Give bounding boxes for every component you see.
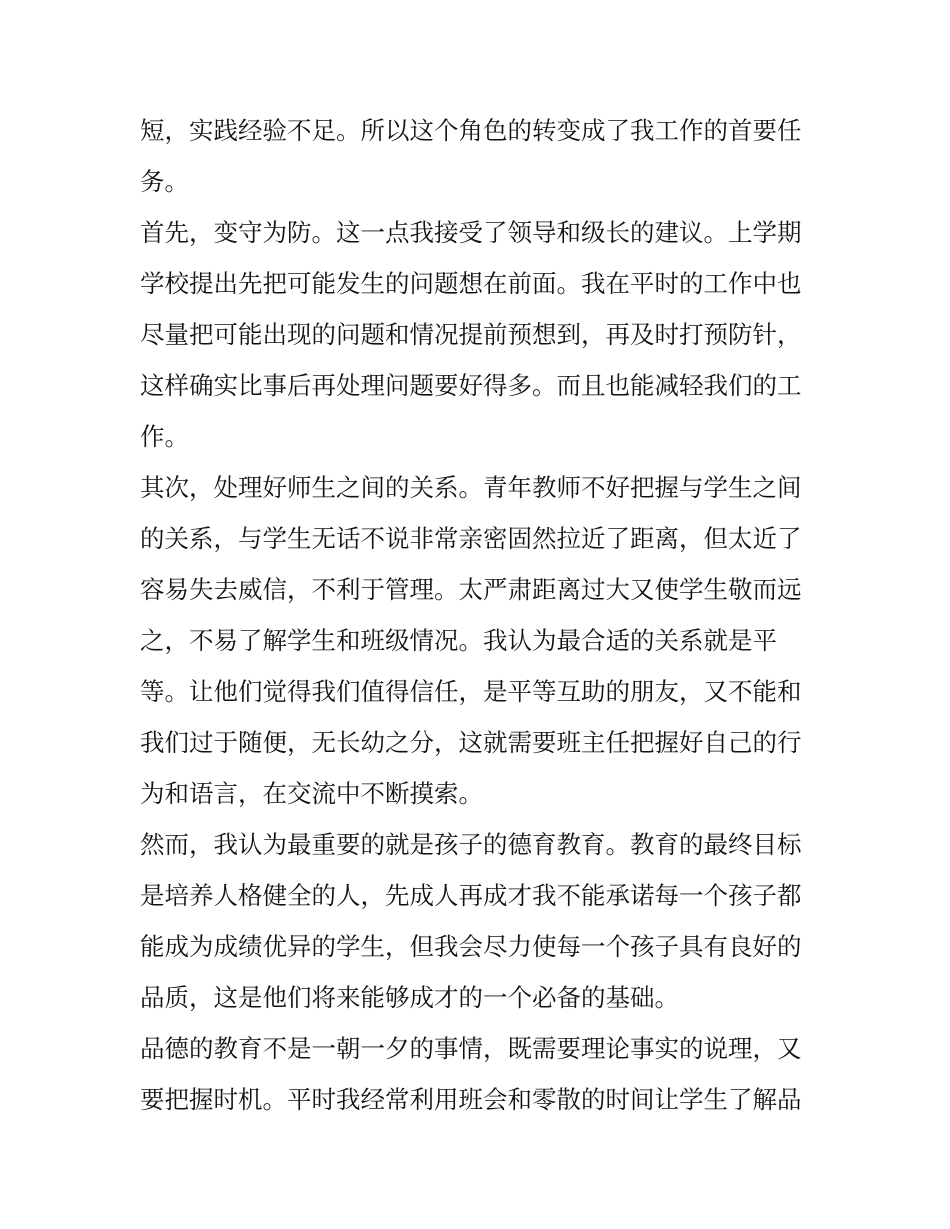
text-line: 品德的教育不是一朝一夕的事情，既需要理论事实的说理，又 — [140, 1034, 802, 1063]
text-line: 品质，这是他们将来能够成才的一个必备的基础。 — [140, 983, 679, 1012]
paragraph-3 — [140, 462, 820, 819]
text-line: 务。 — [140, 167, 189, 196]
text-line: 之，不易了解学生和班级情况。我认为最合适的关系就是平 — [140, 626, 777, 655]
text-line: 的关系，与学生无话不说非常亲密固然拉近了距离，但太近了 — [140, 524, 802, 553]
text-line: 作。 — [140, 422, 189, 451]
paragraph-1 — [140, 105, 820, 207]
text-line: 尽量把可能出现的问题和情况提前预想到，再及时打预防针， — [140, 320, 802, 349]
text-line: 学校提出先把可能发生的问题想在前面。我在平时的工作中也 — [140, 269, 802, 298]
paragraph-2 — [140, 207, 820, 462]
text-line: 这样确实比事后再处理问题要好得多。而且也能减轻我们的工 — [140, 371, 802, 400]
text-line: 然而，我认为最重要的就是孩子的德育教育。教育的最终目标 — [140, 830, 802, 859]
paragraph-4 — [140, 819, 820, 1023]
text-line: 我们过于随便，无长幼之分，这就需要班主任把握好自己的行 — [140, 728, 802, 757]
text-line: 短，实践经验不足。所以这个角色的转变成了我工作的首要任 — [140, 116, 802, 145]
text-line: 要把握时机。平时我经常利用班会和零散的时间让学生了解品 — [140, 1085, 802, 1114]
text-line: 容易失去威信，不利于管理。太严肃距离过大又使学生敬而远 — [140, 575, 802, 604]
text-line: 首先，变守为防。这一点我接受了领导和级长的建议。上学期 — [140, 218, 802, 247]
document-body — [140, 105, 820, 1125]
text-line: 其次，处理好师生之间的关系。青年教师不好把握与学生之间 — [140, 473, 802, 502]
text-line: 等。让他们觉得我们值得信任，是平等互助的朋友，又不能和 — [140, 677, 802, 706]
text-line: 是培养人格健全的人，先成人再成才我不能承诺每一个孩子都 — [140, 881, 802, 910]
paragraph-5 — [140, 1023, 820, 1125]
text-line: 为和语言，在交流中不断摸索。 — [140, 779, 483, 808]
text-line: 能成为成绩优异的学生，但我会尽力使每一个孩子具有良好的 — [140, 932, 802, 961]
